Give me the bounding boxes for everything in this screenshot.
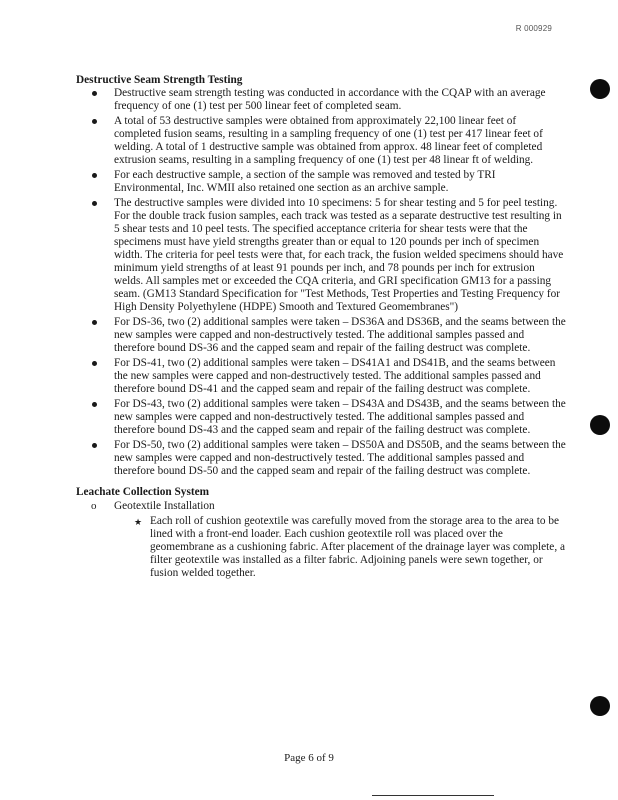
bullet-text: For DS-43, two (2) additional samples were taken – DS43A and DS43B, and the seams between the new samples were capped and non-destructively tested. The additional samples passed and therefore bound DS-43 and the capped seam and repair of the failing destruct was complete. [114, 398, 566, 436]
document-id: R 000929 [515, 24, 552, 33]
bullet-icon [92, 361, 97, 366]
bullet-text: For DS-41, two (2) additional samples were taken – DS41A1 and DS41B, and the seams between the new samples were capped and non-destructively tested. The additional samples passed and therefore bound DS-41 and the capped seam and repair of the failing destruct was complete. [114, 357, 556, 395]
bullet-item [76, 357, 566, 396]
destructive-bullet-list [76, 87, 566, 478]
star-bullet-icon: ★ [134, 517, 143, 527]
page-number: Page 6 of 9 [284, 752, 334, 764]
circle-bullet-icon: o [91, 500, 97, 512]
bullet-item [76, 398, 566, 437]
section-heading-destructive: Destructive Seam Strength Testing [76, 74, 243, 86]
document-body [76, 74, 566, 580]
bullet-icon [92, 173, 97, 178]
bullet-text: For DS-50, two (2) additional samples were taken – DS50A and DS50B, and the seams between the new samples were capped and non-destructively tested. The additional samples passed and therefore bound DS-50 and the capped seam and repair of the failing destruct was complete. [114, 439, 566, 477]
bullet-icon [92, 402, 97, 407]
subheading-text: Geotextile Installation [114, 500, 215, 512]
bullet-icon [92, 443, 97, 448]
geotextile-item-text: Each roll of cushion geotextile was carefully moved from the storage area to the area to be lined with a front-end loader. Each cushion geotextile roll was placed over the geomembrane as a cushioning fabric. After placement of the drainage layer was complete, a filter geotextile was installed as a filter fabric. Adjoining panels were sewn together, or fusion welded together. [150, 515, 565, 579]
punch-hole-middle [590, 415, 610, 435]
bullet-item [76, 169, 566, 195]
bullet-text: For DS-36, two (2) additional samples were taken – DS36A and DS36B, and the seams between the new samples were capped and non-destructively tested. The additional samples passed and therefore bound DS-36 and the capped seam and repair of the failing destruct was complete. [114, 316, 566, 354]
bullet-item [76, 439, 566, 478]
bullet-icon [92, 119, 97, 124]
bullet-text: For each destructive sample, a section of the sample was removed and tested by TRI Environmental, Inc. WMII also retained one section as an archive sample. [114, 169, 496, 194]
bullet-item [76, 87, 566, 113]
bullet-icon [92, 201, 97, 206]
geotextile-item [76, 515, 566, 580]
punch-hole-bottom [590, 696, 610, 716]
bullet-text: The destructive samples were divided into 10 specimens: 5 for shear testing and 5 for peel testing. For the double track fusion samples, each track was tested as a separate destructive test resulting in 5 shear tests and 10 peel tests. The specified acceptance criteria for shear tests were that the specimens must have yield strengths greater than or equal to 120 pounds per inch of specimen width. The criteria for peel tests were that, for each track, the fusion welded specimens should have minimum yield strengths of at least 91 pounds per inch, and 78 pounds per inch for extrusion welds. All samples met or exceeded the CQA criteria, and GRI specification GM13 for a passing seam. (GM13 Standard Specification for "Test Methods, Test Properties and Testing Frequency for High Density Polyethylene (HDPE) Smooth and Textured Geomembranes") [114, 197, 564, 313]
footer-rule [372, 795, 494, 796]
bullet-item [76, 197, 566, 314]
bullet-icon [92, 320, 97, 325]
bullet-text: A total of 53 destructive samples were obtained from approximately 22,100 linear feet of completed fusion seams, resulting in a sampling frequency of one (1) test per 417 linear feet of welding. A total of 1 destructive sample was obtained from approx. 48 linear feet of completed extrusion seams, resulting in a sampling frequency of one (1) test per 48 linear ft of welding. [114, 115, 543, 166]
bullet-text: Destructive seam strength testing was conducted in accordance with the CQAP with an average frequency of one (1) test per 500 linear feet of completed seam. [114, 87, 546, 112]
bullet-icon [92, 91, 97, 96]
bullet-item [76, 115, 566, 167]
bullet-item [76, 316, 566, 355]
section-heading-leachate: Leachate Collection System [76, 486, 210, 498]
punch-hole-top [590, 79, 610, 99]
subheading-geotextile [76, 500, 566, 513]
